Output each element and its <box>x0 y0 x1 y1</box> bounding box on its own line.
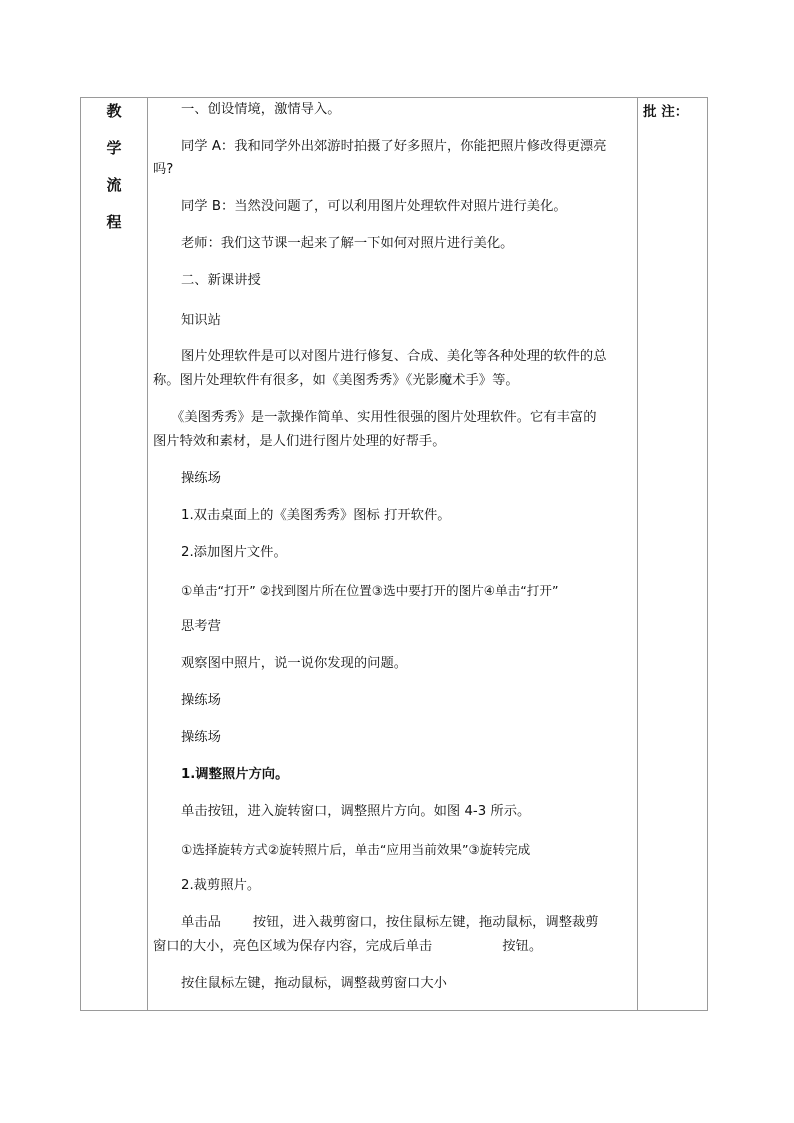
notes-label: 批 注： <box>643 104 689 120</box>
text-fragment: 按钮。 <box>502 939 543 954</box>
label-char: 程 <box>106 213 122 231</box>
text-fragment: 窗口的大小，亮色区域为保存内容，完成后单击 <box>153 939 433 954</box>
section-heading: 二、新课讲授 <box>181 273 261 288</box>
subsection-heading: 操练场 <box>181 471 221 486</box>
paragraph-line: 同学 A：我和同学外出郊游时拍摄了好多照片，你能把照片修改得更漂亮 <box>181 139 607 154</box>
step-detail: ①单击“打开” ②找到图片所在位置③选中要打开的图片④单击“打开” <box>181 583 559 598</box>
subsection-heading: 思考营 <box>181 619 221 634</box>
paragraph-line: 同学 B：当然没问题了，可以利用图片处理软件对照片进行美化。 <box>181 199 567 214</box>
paragraph-line: 图片处理软件是可以对图片进行修复、合成、美化等各种处理的软件的总 <box>181 349 607 364</box>
paragraph-line <box>181 914 599 932</box>
paragraph-line: 单击按钮，进入旋转窗口，调整照片方向。如图 4-3 所示。 <box>181 804 531 819</box>
lesson-content <box>147 98 637 1010</box>
paragraph-line: 称。图片处理软件有很多，如《美图秀秀》《光影魔术手》等。 <box>153 373 519 388</box>
label-char: 学 <box>106 139 122 157</box>
paragraph-line <box>153 938 542 956</box>
step-line: 2.添加图片文件。 <box>181 545 287 560</box>
text-fragment: 按钮，进入裁剪窗口，按住鼠标左键，拖动鼠标，调整裁剪 <box>252 915 599 930</box>
step-line: 1.双击桌面上的《美图秀秀》图标 打开软件。 <box>181 508 451 523</box>
paragraph-line: 老师：我们这节课一起来了解一下如何对照片进行美化。 <box>181 236 514 251</box>
subsection-heading: 操练场 <box>181 730 221 745</box>
label-char: 流 <box>106 176 122 194</box>
paragraph-line: 观察图中照片，说一说你发现的问题。 <box>181 656 408 671</box>
text-fragment: 单击品 <box>181 915 221 930</box>
paragraph-line: 图片特效和素材，是人们进行图片处理的好帮手。 <box>153 434 446 449</box>
teaching-process-label-cell <box>81 98 147 1010</box>
notes-cell <box>637 98 709 1010</box>
subsection-heading: 操练场 <box>181 693 221 708</box>
step-line: 1.调整照片方向。 <box>181 767 289 782</box>
label-char: 教 <box>106 102 122 120</box>
paragraph-line: 《美图秀秀》是一款操作简单、实用性很强的图片处理软件。它有丰富的 <box>171 410 597 425</box>
paragraph-line: 按住鼠标左键，拖动鼠标，调整裁剪窗口大小 <box>181 976 447 991</box>
subsection-heading: 知识站 <box>181 313 221 328</box>
paragraph-line: 吗? <box>153 162 174 177</box>
lesson-table <box>80 97 708 1011</box>
step-detail: ①选择旋转方式②旋转照片后，单击“应用当前效果”③旋转完成 <box>181 842 531 857</box>
section-heading: 一、创设情境，激情导入。 <box>181 102 341 117</box>
step-line: 2.裁剪照片。 <box>181 878 261 893</box>
